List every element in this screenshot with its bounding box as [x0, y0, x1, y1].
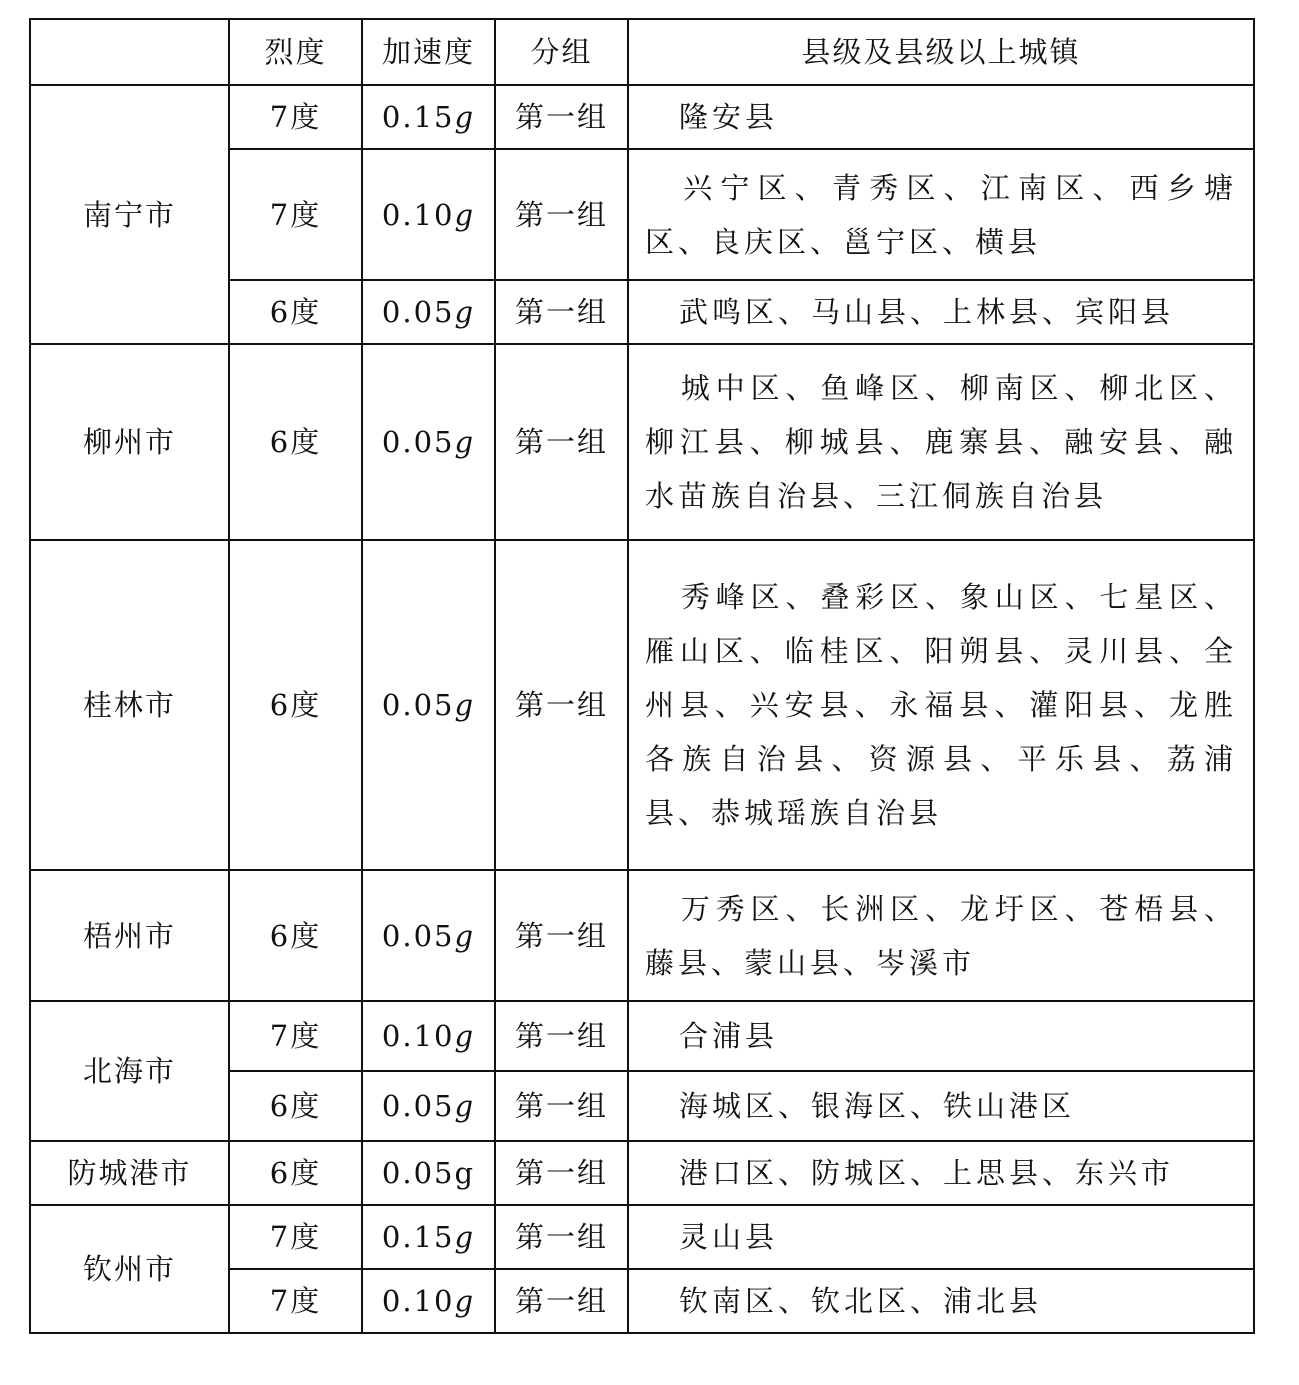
header-city	[30, 19, 229, 85]
acceleration-unit: g	[454, 1019, 476, 1053]
acceleration-cell	[362, 149, 495, 280]
acceleration-cell	[362, 1001, 495, 1071]
towns-cell	[628, 280, 1254, 344]
intensity-cell: 7度	[229, 149, 362, 280]
header-group: 分组	[495, 19, 628, 85]
towns-cell	[628, 1001, 1254, 1071]
table-row	[30, 540, 1254, 870]
acceleration-value: 0.15	[381, 100, 455, 134]
intensity-cell: 6度	[229, 1141, 362, 1205]
intensity-cell: 7度	[229, 1269, 362, 1333]
acceleration-unit: g	[454, 197, 476, 232]
table-row	[30, 870, 1254, 1001]
towns-text: 港口区、防城区、上思县、东兴市	[679, 1156, 1175, 1190]
towns-text: 秀峰区、叠彩区、象山区、七星区、雁山区、临桂区、阳朔县、灵川县、全州县、兴安县、永福县、灌阳县、龙胜各族自治县、资源县、平乐县、荔浦县、恭城瑶族自治县	[645, 580, 1237, 830]
table-row	[30, 1141, 1254, 1205]
intensity-cell: 6度	[229, 540, 362, 870]
towns-cell	[628, 149, 1254, 280]
city-cell: 防城港市	[30, 1141, 229, 1205]
intensity-cell: 6度	[229, 344, 362, 540]
acceleration-unit: g	[454, 425, 476, 459]
acceleration-unit: g	[454, 295, 476, 329]
city-cell: 北海市	[30, 1001, 229, 1141]
acceleration-value: 0.15	[381, 1220, 455, 1254]
intensity-cell: 7度	[229, 1205, 362, 1269]
acceleration-value: 0.05	[381, 425, 455, 459]
acceleration-unit: g	[454, 918, 476, 953]
towns-text: 合浦县	[679, 1019, 779, 1053]
city-cell: 柳州市	[30, 344, 229, 540]
intensity-cell: 6度	[229, 280, 362, 344]
acceleration-unit: g	[454, 100, 476, 134]
intensity-cell: 7度	[229, 1001, 362, 1071]
group-cell: 第一组	[495, 540, 628, 870]
acceleration-cell	[362, 1141, 495, 1205]
towns-text: 兴宁区、青秀区、江南区、西乡塘区、良庆区、邕宁区、横县	[645, 170, 1237, 259]
towns-cell	[628, 1205, 1254, 1269]
table-row	[30, 1001, 1254, 1071]
acceleration-cell	[362, 344, 495, 540]
group-cell: 第一组	[495, 870, 628, 1001]
group-cell: 第一组	[495, 1205, 628, 1269]
acceleration-unit: g	[454, 1089, 476, 1123]
acceleration-cell	[362, 280, 495, 344]
towns-text: 万秀区、长洲区、龙圩区、苍梧县、藤县、蒙山县、岑溪市	[645, 891, 1237, 980]
table-row	[30, 1205, 1254, 1269]
towns-text: 城中区、鱼峰区、柳南区、柳北区、柳江县、柳城县、鹿寨县、融安县、融水苗族自治县、三江侗族自治县	[645, 371, 1237, 513]
city-cell: 南宁市	[30, 85, 229, 344]
header-intensity: 烈度	[229, 19, 362, 85]
towns-text: 武鸣区、马山县、上林县、宾阳县	[679, 295, 1175, 329]
city-cell: 钦州市	[30, 1205, 229, 1333]
header-towns: 县级及县级以上城镇	[628, 19, 1254, 85]
acceleration-unit: g	[454, 688, 476, 722]
city-cell: 桂林市	[30, 540, 229, 870]
table-row	[30, 344, 1254, 540]
group-cell: 第一组	[495, 149, 628, 280]
acceleration-value: 0.05	[381, 295, 455, 329]
intensity-cell: 6度	[229, 870, 362, 1001]
acceleration-cell	[362, 1071, 495, 1141]
acceleration-cell	[362, 870, 495, 1001]
group-cell: 第一组	[495, 85, 628, 149]
towns-cell	[628, 870, 1254, 1001]
group-cell: 第一组	[495, 344, 628, 540]
group-cell: 第一组	[495, 280, 628, 344]
acceleration-value: 0.05	[381, 688, 455, 722]
towns-cell	[628, 344, 1254, 540]
acceleration-value: 0.10	[381, 197, 455, 232]
towns-text: 隆安县	[679, 100, 779, 134]
group-cell: 第一组	[495, 1001, 628, 1071]
acceleration-value: 0.10	[381, 1019, 455, 1053]
towns-cell	[628, 1141, 1254, 1205]
header-row	[30, 19, 1254, 85]
towns-cell	[628, 1071, 1254, 1141]
acceleration-value: 0.05	[381, 918, 455, 953]
acceleration-unit: g	[454, 1220, 476, 1254]
acceleration-value: 0.05	[381, 1156, 455, 1190]
group-cell: 第一组	[495, 1071, 628, 1141]
header-acceleration: 加速度	[362, 19, 495, 85]
towns-cell	[628, 540, 1254, 870]
acceleration-cell	[362, 85, 495, 149]
acceleration-cell	[362, 540, 495, 870]
acceleration-unit: g	[454, 1156, 476, 1190]
acceleration-value: 0.05	[381, 1089, 455, 1123]
towns-cell	[628, 1269, 1254, 1333]
towns-cell	[628, 85, 1254, 149]
acceleration-cell	[362, 1205, 495, 1269]
towns-text: 灵山县	[679, 1220, 779, 1254]
towns-text: 海城区、银海区、铁山港区	[679, 1089, 1076, 1123]
acceleration-cell	[362, 1269, 495, 1333]
acceleration-unit: g	[454, 1284, 476, 1318]
intensity-cell: 6度	[229, 1071, 362, 1141]
seismic-zoning-table	[29, 18, 1255, 1334]
table-row	[30, 85, 1254, 149]
group-cell: 第一组	[495, 1141, 628, 1205]
acceleration-value: 0.10	[381, 1284, 455, 1318]
intensity-cell: 7度	[229, 85, 362, 149]
group-cell: 第一组	[495, 1269, 628, 1333]
towns-text: 钦南区、钦北区、浦北县	[679, 1284, 1043, 1318]
city-cell: 梧州市	[30, 870, 229, 1001]
